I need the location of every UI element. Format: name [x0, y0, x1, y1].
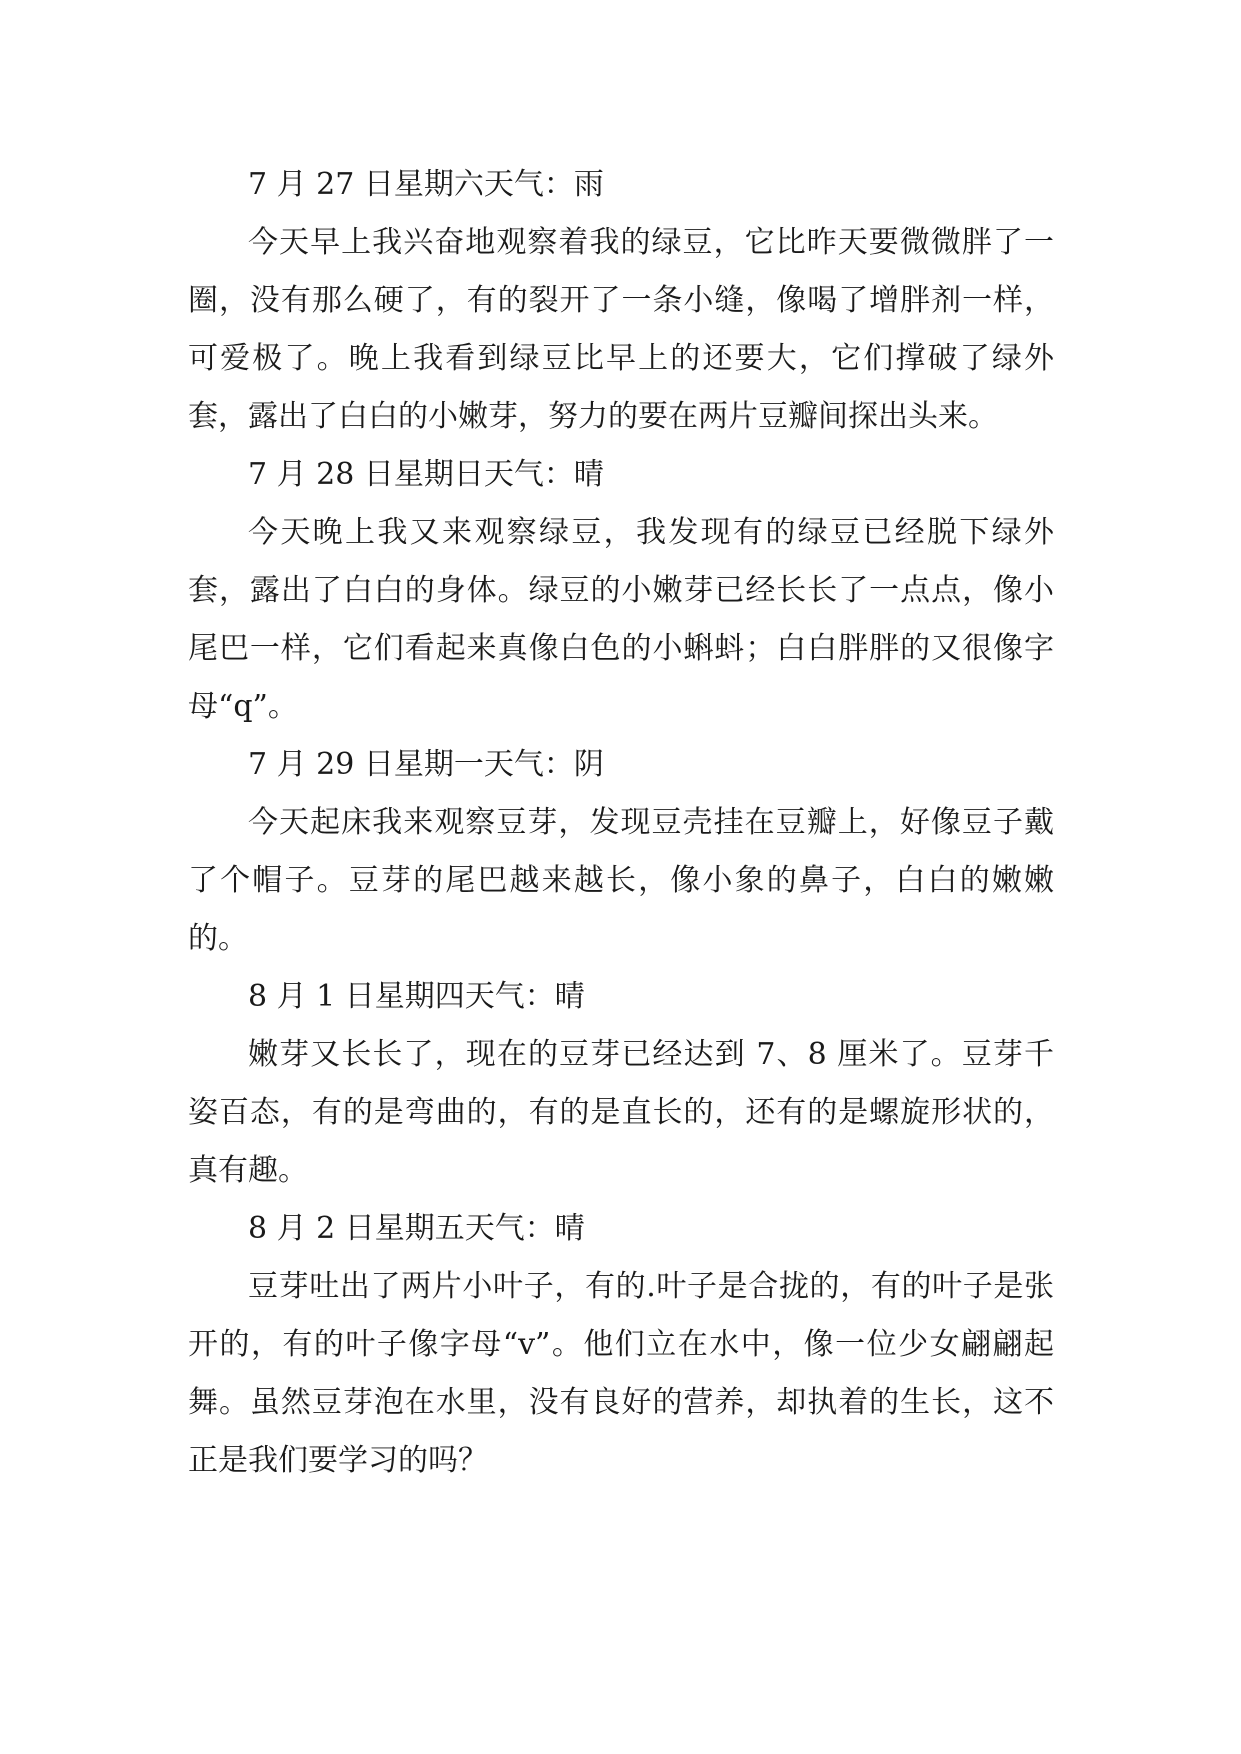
- entry-date: 7 月 29 日星期一天气：阴: [248, 747, 604, 782]
- entry-body: 豆芽吐出了两片小叶子，有的.叶子是合拢的，有的叶子是张开的，有的叶子像字母“v”。他们立在水中，像一位少女翩翩起舞。虽然豆芽泡在水里，没有良好的营养，却执着的生长，这不正是我们要学习的吗？: [188, 1269, 1054, 1478]
- entry-date: 7 月 28 日星期日天气：晴: [248, 457, 604, 492]
- entry-date: 8 月 1 日星期四天气：晴: [248, 979, 585, 1014]
- entry-date: 7 月 27 日星期六天气：雨: [248, 167, 604, 202]
- entry-body: 今天起床我来观察豆芽，发现豆壳挂在豆瓣上，好像豆子戴了个帽子。豆芽的尾巴越来越长，像小象的鼻子，白白的嫩嫩的。: [188, 805, 1054, 956]
- entry-body: 今天晚上我又来观察绿豆，我发现有的绿豆已经脱下绿外套，露出了白白的身体。绿豆的小嫩芽已经长长了一点点，像小尾巴一样，它们看起来真像白色的小蝌蚪；白白胖胖的又很像字母“q”。: [188, 515, 1054, 724]
- document-page: [188, 156, 1054, 1490]
- entry-body: 嫩芽又长长了，现在的豆芽已经达到 7、8 厘米了。豆芽千姿百态，有的是弯曲的，有的是直长的，还有的是螺旋形状的，真有趣。: [188, 1037, 1054, 1188]
- entry-body: 今天早上我兴奋地观察着我的绿豆，它比昨天要微微胖了一圈，没有那么硬了，有的裂开了一条小缝，像喝了增胖剂一样，可爱极了。晚上我看到绿豆比早上的还要大，它们撑破了绿外套，露出了白白的小嫩芽，努力的要在两片豆瓣间探出头来。: [188, 225, 1054, 434]
- entry-date: 8 月 2 日星期五天气：晴: [248, 1211, 585, 1246]
